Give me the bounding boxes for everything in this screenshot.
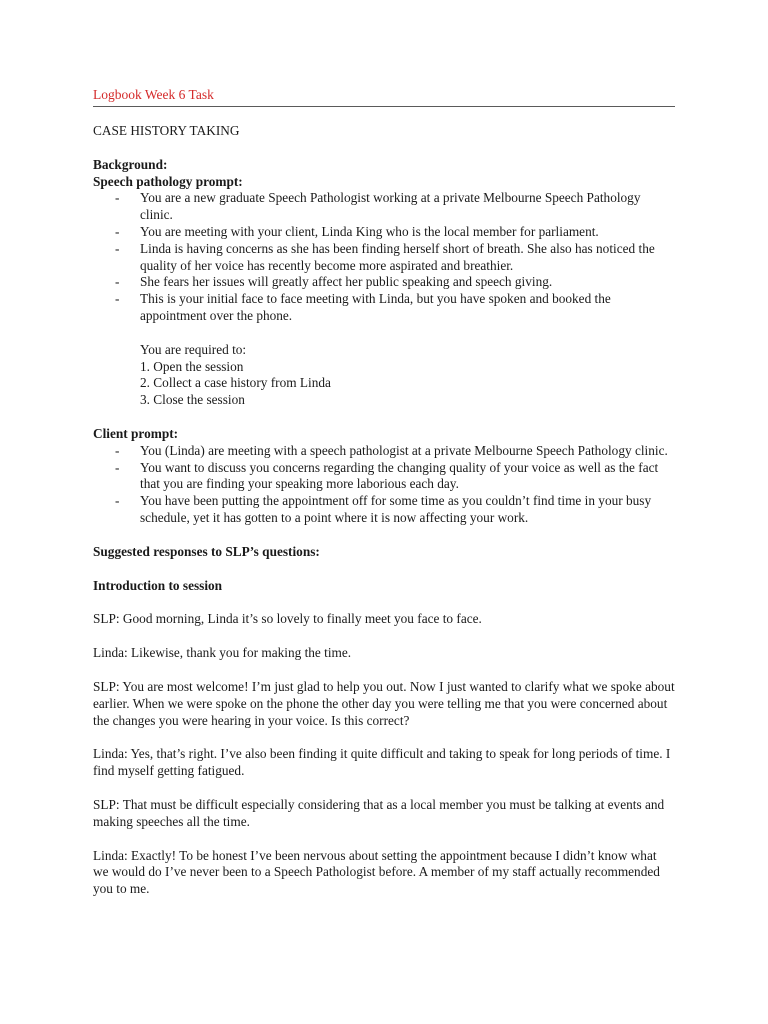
dialogue-line: Linda: Yes, that’s right. I’ve also been finding it quite difficult and taking to speak for long periods of time. I find myself getting fatigued. (93, 746, 671, 779)
dialogue-line: Linda: Exactly! To be honest I’ve been nervous about setting the appointment because I didn’t know what we would do I’ve never been to a Speech Pathologist before. A member of my staff actually recommended you to me. (93, 847, 660, 897)
list-item: - She fears her issues will greatly affect her public speaking and speech giving. (93, 274, 675, 291)
list-item: - Linda is having concerns as she has been finding herself short of breath. She also has noticed the quality of her voice has recently become more aspirated and breathier. (93, 241, 675, 275)
section-title: CASE HISTORY TAKING (93, 123, 240, 138)
client-prompt-list (93, 443, 675, 527)
document-header (93, 87, 675, 107)
list-item: - You (Linda) are meeting with a speech pathologist at a private Melbourne Speech Pathology clinic. (93, 443, 675, 460)
required-step: 2. Collect a case history from Linda (140, 375, 331, 391)
list-item: - You are meeting with your client, Linda King who is the local member for parliament. (93, 224, 675, 241)
dialogue-line: Linda: Likewise, thank you for making the time. (93, 645, 352, 661)
suggested-responses-heading: Suggested responses to SLP’s questions: (93, 543, 320, 559)
introduction-heading: Introduction to session (93, 577, 223, 593)
list-item: - You have been putting the appointment off for some time as you couldn’t find time in your busy schedule, yet it has gotten to a point where it is now affecting your work. (93, 493, 675, 527)
dialogue-line: SLP: You are most welcome! I’m just glad to help you out. Now I just wanted to clarify what we spoke about earlier. When we were spoke on the phone the other day you were telling me that you were concerned about the changes you were hearing in your voice. Is this correct? (93, 678, 675, 728)
client-prompt-heading: Client prompt: (93, 425, 179, 441)
dialogue-line: SLP: That must be difficult especially considering that as a local member you must be talking at events and making speeches all the time. (93, 796, 665, 829)
list-item: - You are a new graduate Speech Pathologist working at a private Melbourne Speech Pathology clinic. (93, 190, 675, 224)
required-tasks (93, 342, 675, 409)
list-item: - You want to discuss you concerns regarding the changing quality of your voice as well as the fact that you are finding your speaking more laborious each day. (93, 460, 675, 494)
list-item: - This is your initial face to face meeting with Linda, but you have spoken and booked the appointment over the phone. (93, 291, 675, 325)
required-step: 1. Open the session (140, 358, 244, 374)
dialogue-line: SLP: Good morning, Linda it’s so lovely to finally meet you face to face. (93, 611, 482, 627)
document-page (93, 87, 675, 898)
required-step: 3. Close the session (140, 392, 245, 408)
header-title: Logbook Week 6 Task (93, 87, 214, 102)
required-intro: You are required to: (140, 341, 247, 357)
slp-prompt-heading: Speech pathology prompt: (93, 173, 243, 189)
slp-prompt-list (93, 190, 675, 324)
background-heading: Background: (93, 156, 168, 172)
